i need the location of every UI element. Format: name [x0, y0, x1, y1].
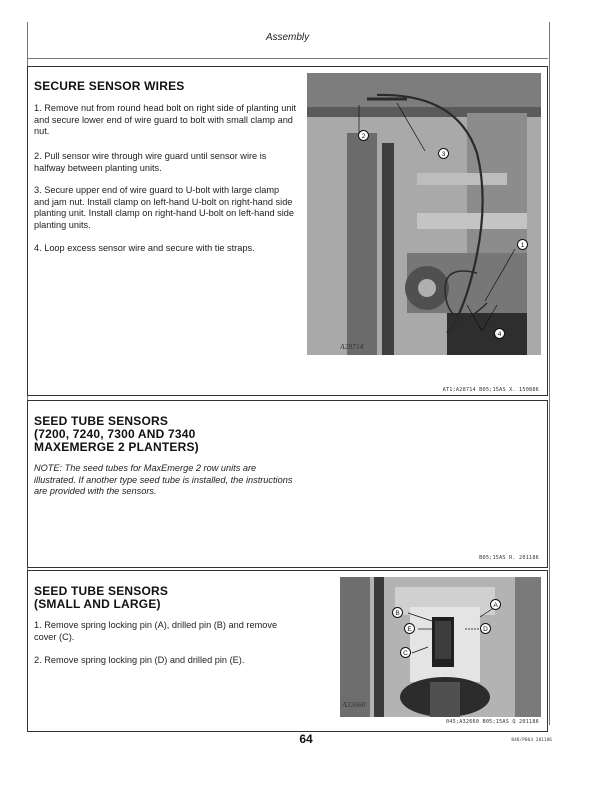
note-text: NOTE: The seed tubes for MaxEmerge 2 row units are illustrated. If another type seed tube is installed, the instructions are provided with the sensors.	[34, 463, 293, 497]
seed-tube-illustration	[340, 577, 541, 717]
callout-3: 3	[438, 148, 449, 159]
section-title-line: SEED TUBE SENSORS	[34, 414, 169, 428]
callout-d: D	[480, 623, 491, 634]
header-title: Assembly	[265, 32, 310, 43]
step-paragraph: 1. Remove nut from round head bolt on right side of planting unit and secure lower end of wire guard to bolt with small clamp and nut.	[34, 103, 297, 137]
sensor-wire-illustration	[307, 73, 541, 355]
sensor-wire-photo	[307, 73, 541, 355]
photo-code: A32660	[342, 700, 366, 709]
reference-code: AT1;A28714 B05;15AS X. 150886	[442, 387, 539, 393]
step-paragraph: 4. Loop excess sensor wire and secure with tie straps.	[34, 243, 255, 253]
footer-code: B48/P064 201186	[511, 738, 552, 743]
section-title: SECURE SENSOR WIRES	[34, 79, 185, 93]
page-header	[27, 22, 548, 59]
section-title-line: SEED TUBE SENSORS	[34, 584, 169, 598]
section-seed-tube-sensors-maxemerge	[27, 400, 548, 568]
reference-code: B05;15AS R. 201186	[479, 555, 539, 561]
step-paragraph: 1. Remove spring locking pin (A), drilled pin (B) and remove cover (C).	[34, 620, 278, 642]
callout-c: C	[400, 647, 411, 658]
step-paragraph: 2. Remove spring locking pin (D) and drilled pin (E).	[34, 655, 245, 665]
step-paragraph: 3. Secure upper end of wire guard to U-bolt with large clamp and jam nut. Install clamp on left-hand U-bolt on right-hand side planting unit. Install clamp on right-hand U-bolt on left-hand side planting units.	[34, 185, 294, 230]
callout-e: E	[404, 623, 415, 634]
callout-b: B	[392, 607, 403, 618]
callout-4: 4	[494, 328, 505, 339]
callout-2: 2	[358, 130, 369, 141]
section-secure-sensor-wires	[27, 66, 548, 396]
step-paragraph: 2. Pull sensor wire through wire guard until sensor wire is halfway between planting units.	[34, 151, 267, 173]
section-title-line: (SMALL AND LARGE)	[34, 597, 161, 611]
section-title-line: MAXEMERGE 2 PLANTERS)	[34, 440, 199, 454]
reference-code: 045;A32660 B05;15AS Q 201186	[445, 719, 539, 725]
callout-1: 1	[517, 239, 528, 250]
section-seed-tube-sensors-small-large	[27, 570, 548, 732]
photo-code: A28714	[340, 342, 364, 351]
section-title-line: (7200, 7240, 7300 AND 7340	[34, 427, 196, 441]
page-number: 64	[299, 732, 313, 746]
seed-tube-photo	[340, 577, 541, 717]
callout-a: A	[490, 599, 501, 610]
